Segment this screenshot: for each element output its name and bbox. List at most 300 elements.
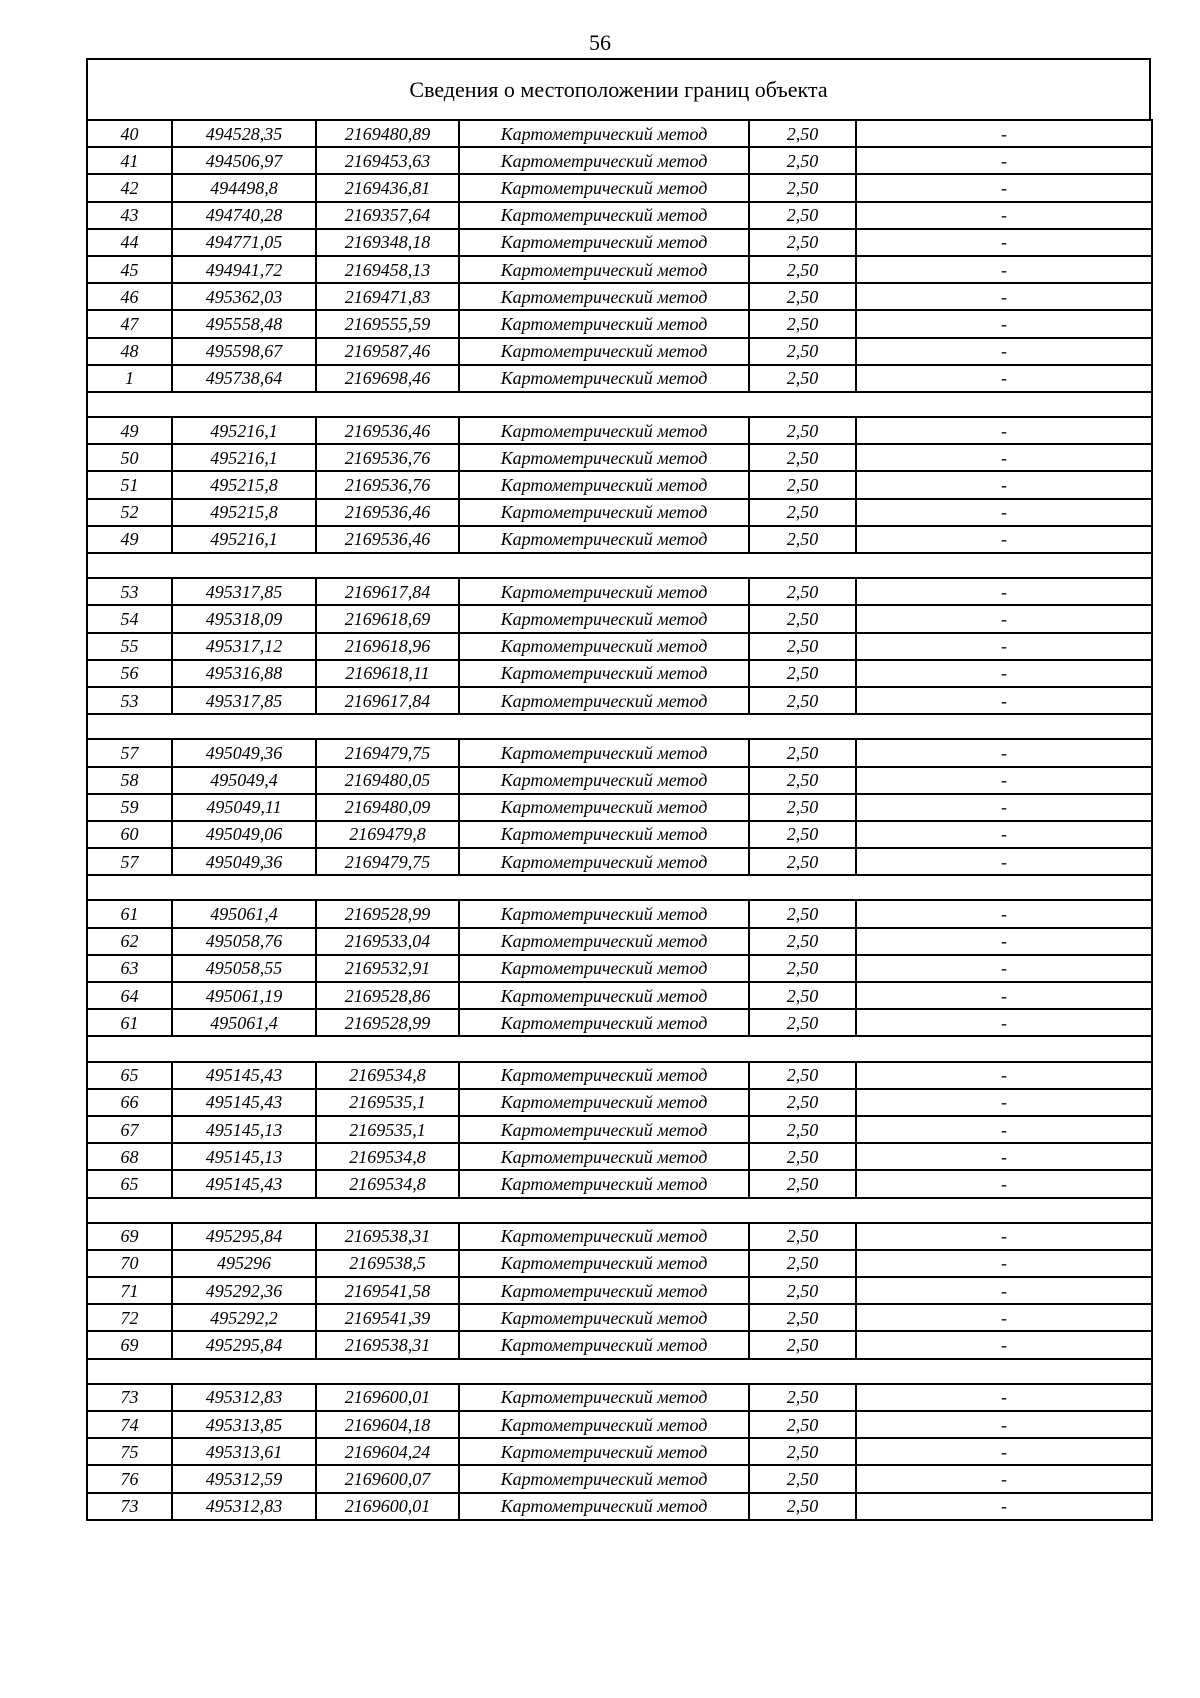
y-coordinate-cell: 2169453,63: [316, 147, 459, 174]
x-coordinate-cell: 495292,36: [172, 1277, 316, 1304]
group-separator-cell: [87, 1359, 1152, 1384]
y-coordinate-cell: 2169541,39: [316, 1304, 459, 1331]
description-cell: -: [856, 499, 1152, 526]
method-cell: Картометрический метод: [459, 687, 749, 714]
description-cell: -: [856, 1250, 1152, 1277]
x-coordinate-cell: 495058,76: [172, 928, 316, 955]
description-cell: -: [856, 739, 1152, 766]
accuracy-cell: 2,50: [749, 499, 856, 526]
point-number-cell: 48: [87, 338, 172, 365]
y-coordinate-cell: 2169618,69: [316, 605, 459, 632]
method-cell: Картометрический метод: [459, 821, 749, 848]
table-row: [87, 1493, 1152, 1520]
point-number-cell: 59: [87, 794, 172, 821]
table-row: [87, 1143, 1152, 1170]
table-row: [87, 821, 1152, 848]
y-coordinate-cell: 2169528,99: [316, 1009, 459, 1036]
accuracy-cell: 2,50: [749, 1411, 856, 1438]
y-coordinate-cell: 2169533,04: [316, 928, 459, 955]
accuracy-cell: 2,50: [749, 471, 856, 498]
y-coordinate-cell: 2169536,46: [316, 526, 459, 553]
point-number-cell: 66: [87, 1089, 172, 1116]
table-body: [87, 120, 1152, 1520]
group-separator-cell: [87, 553, 1152, 578]
description-cell: -: [856, 202, 1152, 229]
method-cell: Картометрический метод: [459, 1116, 749, 1143]
point-number-cell: 57: [87, 739, 172, 766]
description-cell: -: [856, 526, 1152, 553]
x-coordinate-cell: 494506,97: [172, 147, 316, 174]
description-cell: -: [856, 821, 1152, 848]
group-separator-row: [87, 714, 1152, 739]
description-cell: -: [856, 1223, 1152, 1250]
description-cell: -: [856, 767, 1152, 794]
y-coordinate-cell: 2169538,31: [316, 1331, 459, 1358]
description-cell: -: [856, 794, 1152, 821]
point-number-cell: 76: [87, 1465, 172, 1492]
accuracy-cell: 2,50: [749, 120, 856, 147]
point-number-cell: 75: [87, 1438, 172, 1465]
accuracy-cell: 2,50: [749, 1143, 856, 1170]
description-cell: -: [856, 444, 1152, 471]
x-coordinate-cell: 495558,48: [172, 310, 316, 337]
method-cell: Картометрический метод: [459, 1089, 749, 1116]
description-cell: -: [856, 174, 1152, 201]
table-row: [87, 471, 1152, 498]
boundary-points-table: [86, 119, 1153, 1521]
point-number-cell: 64: [87, 982, 172, 1009]
table-row: [87, 256, 1152, 283]
accuracy-cell: 2,50: [749, 578, 856, 605]
x-coordinate-cell: 495049,11: [172, 794, 316, 821]
point-number-cell: 53: [87, 578, 172, 605]
x-coordinate-cell: 495216,1: [172, 417, 316, 444]
table-row: [87, 578, 1152, 605]
description-cell: -: [856, 633, 1152, 660]
accuracy-cell: 2,50: [749, 1331, 856, 1358]
description-cell: -: [856, 1277, 1152, 1304]
group-separator-row: [87, 1036, 1152, 1061]
method-cell: Картометрический метод: [459, 365, 749, 392]
method-cell: Картометрический метод: [459, 1223, 749, 1250]
y-coordinate-cell: 2169534,8: [316, 1062, 459, 1089]
description-cell: -: [856, 660, 1152, 687]
accuracy-cell: 2,50: [749, 1277, 856, 1304]
group-separator-row: [87, 1198, 1152, 1223]
accuracy-cell: 2,50: [749, 1062, 856, 1089]
table-row: [87, 982, 1152, 1009]
group-separator-row: [87, 875, 1152, 900]
y-coordinate-cell: 2169698,46: [316, 365, 459, 392]
method-cell: Картометрический метод: [459, 633, 749, 660]
description-cell: -: [856, 1411, 1152, 1438]
point-number-cell: 46: [87, 283, 172, 310]
method-cell: Картометрический метод: [459, 338, 749, 365]
method-cell: Картометрический метод: [459, 526, 749, 553]
description-cell: -: [856, 1170, 1152, 1197]
x-coordinate-cell: 495598,67: [172, 338, 316, 365]
description-cell: -: [856, 578, 1152, 605]
point-number-cell: 61: [87, 1009, 172, 1036]
table-row: [87, 1089, 1152, 1116]
accuracy-cell: 2,50: [749, 1250, 856, 1277]
description-cell: -: [856, 310, 1152, 337]
x-coordinate-cell: 495215,8: [172, 471, 316, 498]
point-number-cell: 41: [87, 147, 172, 174]
method-cell: Картометрический метод: [459, 1411, 749, 1438]
table-row: [87, 202, 1152, 229]
table-row: [87, 1411, 1152, 1438]
table-row: [87, 1438, 1152, 1465]
accuracy-cell: 2,50: [749, 1170, 856, 1197]
table-row: [87, 1331, 1152, 1358]
accuracy-cell: 2,50: [749, 526, 856, 553]
point-number-cell: 52: [87, 499, 172, 526]
table-row: [87, 444, 1152, 471]
point-number-cell: 65: [87, 1170, 172, 1197]
x-coordinate-cell: 494740,28: [172, 202, 316, 229]
x-coordinate-cell: 494941,72: [172, 256, 316, 283]
y-coordinate-cell: 2169458,13: [316, 256, 459, 283]
x-coordinate-cell: 495215,8: [172, 499, 316, 526]
x-coordinate-cell: 495145,13: [172, 1143, 316, 1170]
y-coordinate-cell: 2169538,31: [316, 1223, 459, 1250]
method-cell: Картометрический метод: [459, 928, 749, 955]
point-number-cell: 1: [87, 365, 172, 392]
point-number-cell: 61: [87, 900, 172, 927]
accuracy-cell: 2,50: [749, 1493, 856, 1520]
point-number-cell: 54: [87, 605, 172, 632]
y-coordinate-cell: 2169600,01: [316, 1384, 459, 1411]
description-cell: -: [856, 1384, 1152, 1411]
table-row: [87, 1304, 1152, 1331]
x-coordinate-cell: 494498,8: [172, 174, 316, 201]
method-cell: Картометрический метод: [459, 1009, 749, 1036]
x-coordinate-cell: 495049,36: [172, 739, 316, 766]
method-cell: Картометрический метод: [459, 900, 749, 927]
y-coordinate-cell: 2169436,81: [316, 174, 459, 201]
method-cell: Картометрический метод: [459, 1493, 749, 1520]
table-title: Сведения о местоположении границ объекта: [86, 58, 1151, 119]
point-number-cell: 63: [87, 955, 172, 982]
x-coordinate-cell: 495317,85: [172, 687, 316, 714]
method-cell: Картометрический метод: [459, 578, 749, 605]
x-coordinate-cell: 495049,06: [172, 821, 316, 848]
y-coordinate-cell: 2169528,99: [316, 900, 459, 927]
accuracy-cell: 2,50: [749, 605, 856, 632]
table-row: [87, 1062, 1152, 1089]
table-row: [87, 338, 1152, 365]
point-number-cell: 53: [87, 687, 172, 714]
y-coordinate-cell: 2169480,89: [316, 120, 459, 147]
y-coordinate-cell: 2169536,46: [316, 417, 459, 444]
method-cell: Картометрический метод: [459, 471, 749, 498]
group-separator-row: [87, 553, 1152, 578]
method-cell: Картометрический метод: [459, 1143, 749, 1170]
table-row: [87, 928, 1152, 955]
point-number-cell: 70: [87, 1250, 172, 1277]
accuracy-cell: 2,50: [749, 633, 856, 660]
y-coordinate-cell: 2169348,18: [316, 229, 459, 256]
accuracy-cell: 2,50: [749, 1089, 856, 1116]
point-number-cell: 67: [87, 1116, 172, 1143]
y-coordinate-cell: 2169538,5: [316, 1250, 459, 1277]
table-row: [87, 120, 1152, 147]
x-coordinate-cell: 495292,2: [172, 1304, 316, 1331]
point-number-cell: 57: [87, 848, 172, 875]
method-cell: Картометрический метод: [459, 202, 749, 229]
x-coordinate-cell: 495061,19: [172, 982, 316, 1009]
method-cell: Картометрический метод: [459, 1384, 749, 1411]
y-coordinate-cell: 2169536,76: [316, 471, 459, 498]
table-row: [87, 1223, 1152, 1250]
accuracy-cell: 2,50: [749, 982, 856, 1009]
accuracy-cell: 2,50: [749, 417, 856, 444]
method-cell: Картометрический метод: [459, 417, 749, 444]
y-coordinate-cell: 2169528,86: [316, 982, 459, 1009]
group-separator-cell: [87, 1036, 1152, 1061]
y-coordinate-cell: 2169532,91: [316, 955, 459, 982]
x-coordinate-cell: 495295,84: [172, 1223, 316, 1250]
point-number-cell: 44: [87, 229, 172, 256]
table-row: [87, 1116, 1152, 1143]
boundary-table-sheet: [86, 58, 1151, 1521]
accuracy-cell: 2,50: [749, 256, 856, 283]
method-cell: Картометрический метод: [459, 794, 749, 821]
table-row: [87, 283, 1152, 310]
method-cell: Картометрический метод: [459, 174, 749, 201]
method-cell: Картометрический метод: [459, 444, 749, 471]
y-coordinate-cell: 2169536,76: [316, 444, 459, 471]
method-cell: Картометрический метод: [459, 955, 749, 982]
x-coordinate-cell: 495049,4: [172, 767, 316, 794]
table-row: [87, 739, 1152, 766]
table-row: [87, 147, 1152, 174]
point-number-cell: 60: [87, 821, 172, 848]
method-cell: Картометрический метод: [459, 1062, 749, 1089]
x-coordinate-cell: 495312,83: [172, 1493, 316, 1520]
table-row: [87, 605, 1152, 632]
group-separator-cell: [87, 392, 1152, 417]
accuracy-cell: 2,50: [749, 1304, 856, 1331]
table-row: [87, 1250, 1152, 1277]
accuracy-cell: 2,50: [749, 338, 856, 365]
table-row: [87, 687, 1152, 714]
method-cell: Картометрический метод: [459, 499, 749, 526]
description-cell: -: [856, 900, 1152, 927]
accuracy-cell: 2,50: [749, 310, 856, 337]
table-row: [87, 174, 1152, 201]
method-cell: Картометрический метод: [459, 147, 749, 174]
accuracy-cell: 2,50: [749, 1465, 856, 1492]
description-cell: -: [856, 471, 1152, 498]
method-cell: Картометрический метод: [459, 739, 749, 766]
x-coordinate-cell: 495058,55: [172, 955, 316, 982]
method-cell: Картометрический метод: [459, 120, 749, 147]
table-row: [87, 1465, 1152, 1492]
accuracy-cell: 2,50: [749, 767, 856, 794]
description-cell: -: [856, 1062, 1152, 1089]
y-coordinate-cell: 2169357,64: [316, 202, 459, 229]
x-coordinate-cell: 495216,1: [172, 444, 316, 471]
point-number-cell: 47: [87, 310, 172, 337]
table-row: [87, 1277, 1152, 1304]
point-number-cell: 55: [87, 633, 172, 660]
group-separator-cell: [87, 875, 1152, 900]
x-coordinate-cell: 495295,84: [172, 1331, 316, 1358]
x-coordinate-cell: 495296: [172, 1250, 316, 1277]
x-coordinate-cell: 495313,85: [172, 1411, 316, 1438]
description-cell: -: [856, 1116, 1152, 1143]
y-coordinate-cell: 2169480,09: [316, 794, 459, 821]
point-number-cell: 69: [87, 1331, 172, 1358]
y-coordinate-cell: 2169479,8: [316, 821, 459, 848]
table-row: [87, 365, 1152, 392]
description-cell: -: [856, 1009, 1152, 1036]
accuracy-cell: 2,50: [749, 821, 856, 848]
accuracy-cell: 2,50: [749, 739, 856, 766]
accuracy-cell: 2,50: [749, 147, 856, 174]
method-cell: Картометрический метод: [459, 1331, 749, 1358]
y-coordinate-cell: 2169600,07: [316, 1465, 459, 1492]
accuracy-cell: 2,50: [749, 1223, 856, 1250]
table-row: [87, 229, 1152, 256]
method-cell: Картометрический метод: [459, 1465, 749, 1492]
point-number-cell: 72: [87, 1304, 172, 1331]
description-cell: -: [856, 256, 1152, 283]
accuracy-cell: 2,50: [749, 955, 856, 982]
point-number-cell: 74: [87, 1411, 172, 1438]
group-separator-cell: [87, 1198, 1152, 1223]
x-coordinate-cell: 494771,05: [172, 229, 316, 256]
x-coordinate-cell: 495312,83: [172, 1384, 316, 1411]
accuracy-cell: 2,50: [749, 202, 856, 229]
accuracy-cell: 2,50: [749, 283, 856, 310]
description-cell: -: [856, 687, 1152, 714]
table-row: [87, 660, 1152, 687]
description-cell: -: [856, 365, 1152, 392]
group-separator-row: [87, 392, 1152, 417]
accuracy-cell: 2,50: [749, 444, 856, 471]
y-coordinate-cell: 2169541,58: [316, 1277, 459, 1304]
x-coordinate-cell: 495145,43: [172, 1089, 316, 1116]
description-cell: -: [856, 1438, 1152, 1465]
accuracy-cell: 2,50: [749, 365, 856, 392]
accuracy-cell: 2,50: [749, 174, 856, 201]
method-cell: Картометрический метод: [459, 1304, 749, 1331]
method-cell: Картометрический метод: [459, 1170, 749, 1197]
description-cell: -: [856, 1331, 1152, 1358]
point-number-cell: 56: [87, 660, 172, 687]
accuracy-cell: 2,50: [749, 1116, 856, 1143]
y-coordinate-cell: 2169617,84: [316, 687, 459, 714]
table-row: [87, 955, 1152, 982]
description-cell: -: [856, 1493, 1152, 1520]
method-cell: Картометрический метод: [459, 982, 749, 1009]
x-coordinate-cell: 495362,03: [172, 283, 316, 310]
accuracy-cell: 2,50: [749, 1438, 856, 1465]
table-row: [87, 794, 1152, 821]
y-coordinate-cell: 2169535,1: [316, 1089, 459, 1116]
y-coordinate-cell: 2169479,75: [316, 848, 459, 875]
table-row: [87, 848, 1152, 875]
y-coordinate-cell: 2169471,83: [316, 283, 459, 310]
x-coordinate-cell: 494528,35: [172, 120, 316, 147]
table-row: [87, 633, 1152, 660]
accuracy-cell: 2,50: [749, 660, 856, 687]
point-number-cell: 49: [87, 417, 172, 444]
y-coordinate-cell: 2169618,96: [316, 633, 459, 660]
page-number: 56: [589, 30, 611, 55]
description-cell: -: [856, 955, 1152, 982]
point-number-cell: 73: [87, 1384, 172, 1411]
accuracy-cell: 2,50: [749, 928, 856, 955]
x-coordinate-cell: 495049,36: [172, 848, 316, 875]
x-coordinate-cell: 495145,13: [172, 1116, 316, 1143]
point-number-cell: 62: [87, 928, 172, 955]
x-coordinate-cell: 495312,59: [172, 1465, 316, 1492]
description-cell: -: [856, 147, 1152, 174]
y-coordinate-cell: 2169617,84: [316, 578, 459, 605]
method-cell: Картометрический метод: [459, 605, 749, 632]
y-coordinate-cell: 2169600,01: [316, 1493, 459, 1520]
y-coordinate-cell: 2169535,1: [316, 1116, 459, 1143]
description-cell: -: [856, 120, 1152, 147]
description-cell: -: [856, 283, 1152, 310]
table-row: [87, 417, 1152, 444]
x-coordinate-cell: 495145,43: [172, 1170, 316, 1197]
x-coordinate-cell: 495061,4: [172, 1009, 316, 1036]
y-coordinate-cell: 2169604,24: [316, 1438, 459, 1465]
description-cell: -: [856, 229, 1152, 256]
description-cell: -: [856, 848, 1152, 875]
x-coordinate-cell: 495318,09: [172, 605, 316, 632]
method-cell: Картометрический метод: [459, 310, 749, 337]
description-cell: -: [856, 1143, 1152, 1170]
point-number-cell: 45: [87, 256, 172, 283]
y-coordinate-cell: 2169534,8: [316, 1143, 459, 1170]
point-number-cell: 49: [87, 526, 172, 553]
method-cell: Картометрический метод: [459, 1277, 749, 1304]
method-cell: Картометрический метод: [459, 848, 749, 875]
x-coordinate-cell: 495061,4: [172, 900, 316, 927]
x-coordinate-cell: 495145,43: [172, 1062, 316, 1089]
method-cell: Картометрический метод: [459, 1438, 749, 1465]
accuracy-cell: 2,50: [749, 848, 856, 875]
y-coordinate-cell: 2169534,8: [316, 1170, 459, 1197]
method-cell: Картометрический метод: [459, 283, 749, 310]
description-cell: -: [856, 1465, 1152, 1492]
point-number-cell: 71: [87, 1277, 172, 1304]
point-number-cell: 40: [87, 120, 172, 147]
x-coordinate-cell: 495313,61: [172, 1438, 316, 1465]
method-cell: Картометрический метод: [459, 767, 749, 794]
point-number-cell: 43: [87, 202, 172, 229]
y-coordinate-cell: 2169555,59: [316, 310, 459, 337]
y-coordinate-cell: 2169480,05: [316, 767, 459, 794]
description-cell: -: [856, 1304, 1152, 1331]
method-cell: Картометрический метод: [459, 660, 749, 687]
table-row: [87, 900, 1152, 927]
accuracy-cell: 2,50: [749, 1009, 856, 1036]
y-coordinate-cell: 2169618,11: [316, 660, 459, 687]
description-cell: -: [856, 982, 1152, 1009]
accuracy-cell: 2,50: [749, 229, 856, 256]
description-cell: -: [856, 417, 1152, 444]
point-number-cell: 73: [87, 1493, 172, 1520]
point-number-cell: 58: [87, 767, 172, 794]
description-cell: -: [856, 605, 1152, 632]
